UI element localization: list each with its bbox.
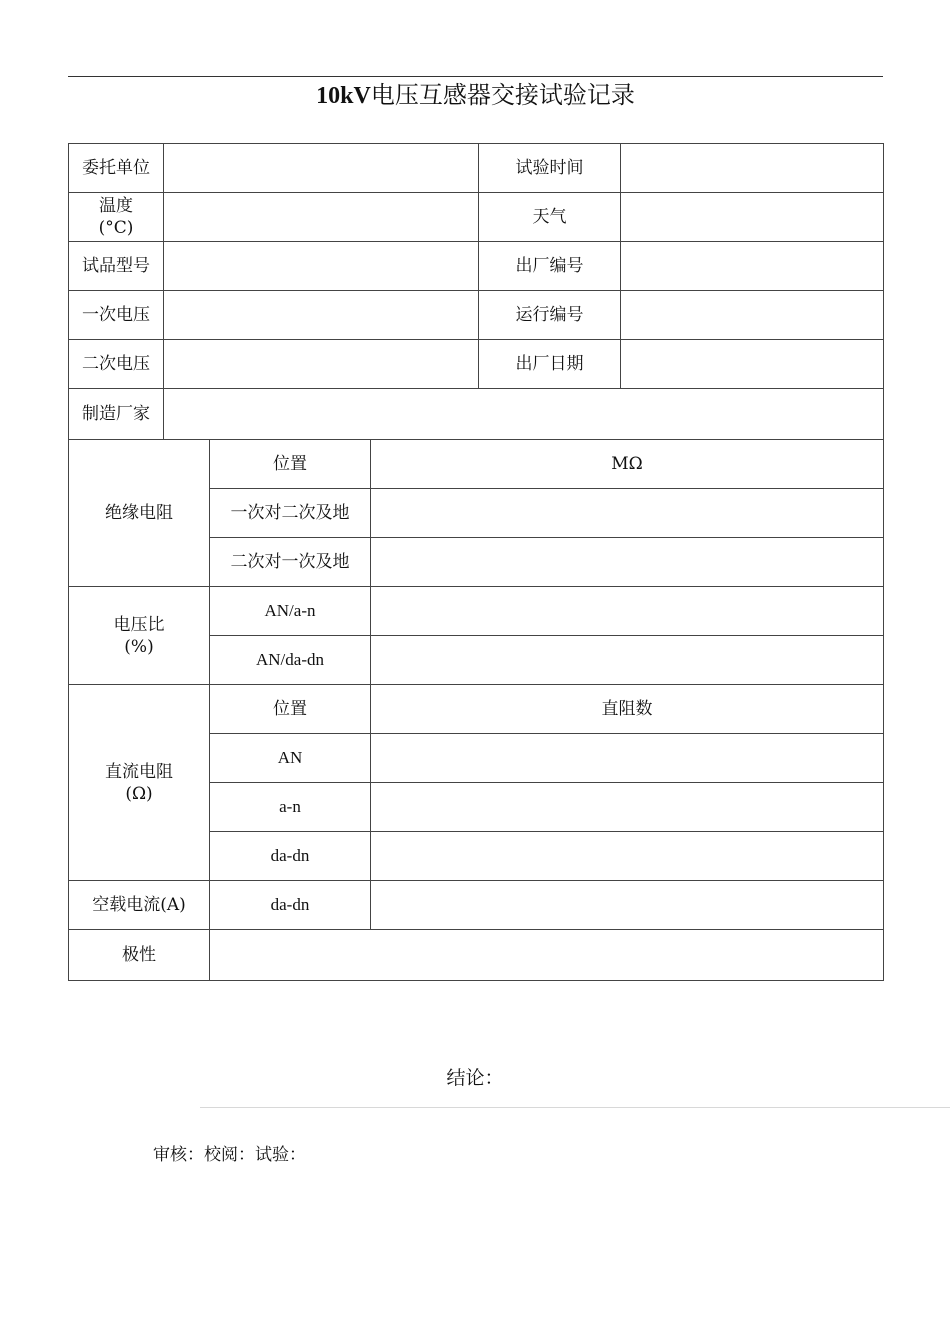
col-header-position: 位置: [210, 440, 371, 489]
value-factory-date[interactable]: [621, 340, 884, 389]
value-sample-model[interactable]: [164, 242, 479, 291]
insulation-position-1: 一次对二次及地: [210, 489, 371, 538]
value-manufacturer[interactable]: [164, 389, 884, 440]
title-text: 电压互感器交接试验记录: [370, 81, 635, 109]
label-voltage-ratio-line1: 电压比: [113, 614, 165, 635]
label-polarity: 极性: [69, 930, 210, 981]
dc-col-header-position: 位置: [210, 685, 371, 734]
table-row: [69, 144, 884, 193]
table-row: [69, 930, 884, 981]
value-test-time[interactable]: [621, 144, 884, 193]
col-header-unit: MΩ: [371, 440, 884, 489]
table-row: [69, 440, 884, 489]
dc-value-1[interactable]: [371, 734, 884, 783]
value-secondary-voltage[interactable]: [164, 340, 479, 389]
dc-position-1: AN: [210, 734, 371, 783]
label-dc-resistance: [69, 685, 210, 881]
table-row: [69, 881, 884, 930]
dc-position-3: da-dn: [210, 832, 371, 881]
label-client-unit: 委托单位: [69, 144, 164, 193]
dc-value-3[interactable]: [371, 832, 884, 881]
insulation-position-2: 二次对一次及地: [210, 538, 371, 587]
value-factory-number[interactable]: [621, 242, 884, 291]
table-row: [69, 291, 884, 340]
value-primary-voltage[interactable]: [164, 291, 479, 340]
value-client-unit[interactable]: [164, 144, 479, 193]
label-factory-date: 出厂日期: [479, 340, 621, 389]
test-record-table: [68, 143, 884, 981]
label-primary-voltage: 一次电压: [69, 291, 164, 340]
top-rule: [68, 76, 883, 77]
table-row: [69, 587, 884, 636]
label-test-time: 试验时间: [479, 144, 621, 193]
ratio-position-2: AN/da-dn: [210, 636, 371, 685]
label-manufacturer: 制造厂家: [69, 389, 164, 440]
value-operation-number[interactable]: [621, 291, 884, 340]
title-prefix: 10kV: [316, 83, 371, 109]
table-row: [69, 389, 884, 440]
insulation-value-2[interactable]: [371, 538, 884, 587]
signoff-line: 审核：校阅：试验：: [153, 1145, 306, 1165]
ratio-value-2[interactable]: [371, 636, 884, 685]
label-sample-model: 试品型号: [69, 242, 164, 291]
no-load-value[interactable]: [371, 881, 884, 930]
label-no-load-current: 空载电流(A): [69, 881, 210, 930]
table-row: [69, 242, 884, 291]
label-voltage-ratio: [69, 587, 210, 685]
polarity-value[interactable]: [210, 930, 884, 981]
value-weather[interactable]: [621, 193, 884, 242]
dc-value-2[interactable]: [371, 783, 884, 832]
insulation-value-1[interactable]: [371, 489, 884, 538]
table-row: [69, 685, 884, 734]
table-row: [69, 193, 884, 242]
label-dc-resistance-line1: 直流电阻: [105, 761, 173, 782]
label-operation-number: 运行编号: [479, 291, 621, 340]
page-title: [68, 78, 883, 113]
label-temperature: [69, 193, 164, 242]
label-temperature-line2: (°C): [98, 218, 134, 238]
label-factory-number: 出厂编号: [479, 242, 621, 291]
conclusion-label: 结论：: [446, 1067, 504, 1089]
label-voltage-ratio-line2: (%): [124, 636, 154, 657]
label-weather: 天气: [479, 193, 621, 242]
dc-position-2: a-n: [210, 783, 371, 832]
label-temperature-line1: 温度: [99, 196, 133, 216]
value-temperature[interactable]: [164, 193, 479, 242]
label-secondary-voltage: 二次电压: [69, 340, 164, 389]
label-insulation-resistance: 绝缘电阻: [69, 440, 210, 587]
conclusion-line: [200, 1107, 950, 1108]
ratio-value-1[interactable]: [371, 587, 884, 636]
dc-col-header-value: 直阻数: [371, 685, 884, 734]
label-dc-resistance-line2: (Ω): [125, 783, 153, 804]
no-load-position: da-dn: [210, 881, 371, 930]
ratio-position-1: AN/a-n: [210, 587, 371, 636]
table-row: [69, 340, 884, 389]
